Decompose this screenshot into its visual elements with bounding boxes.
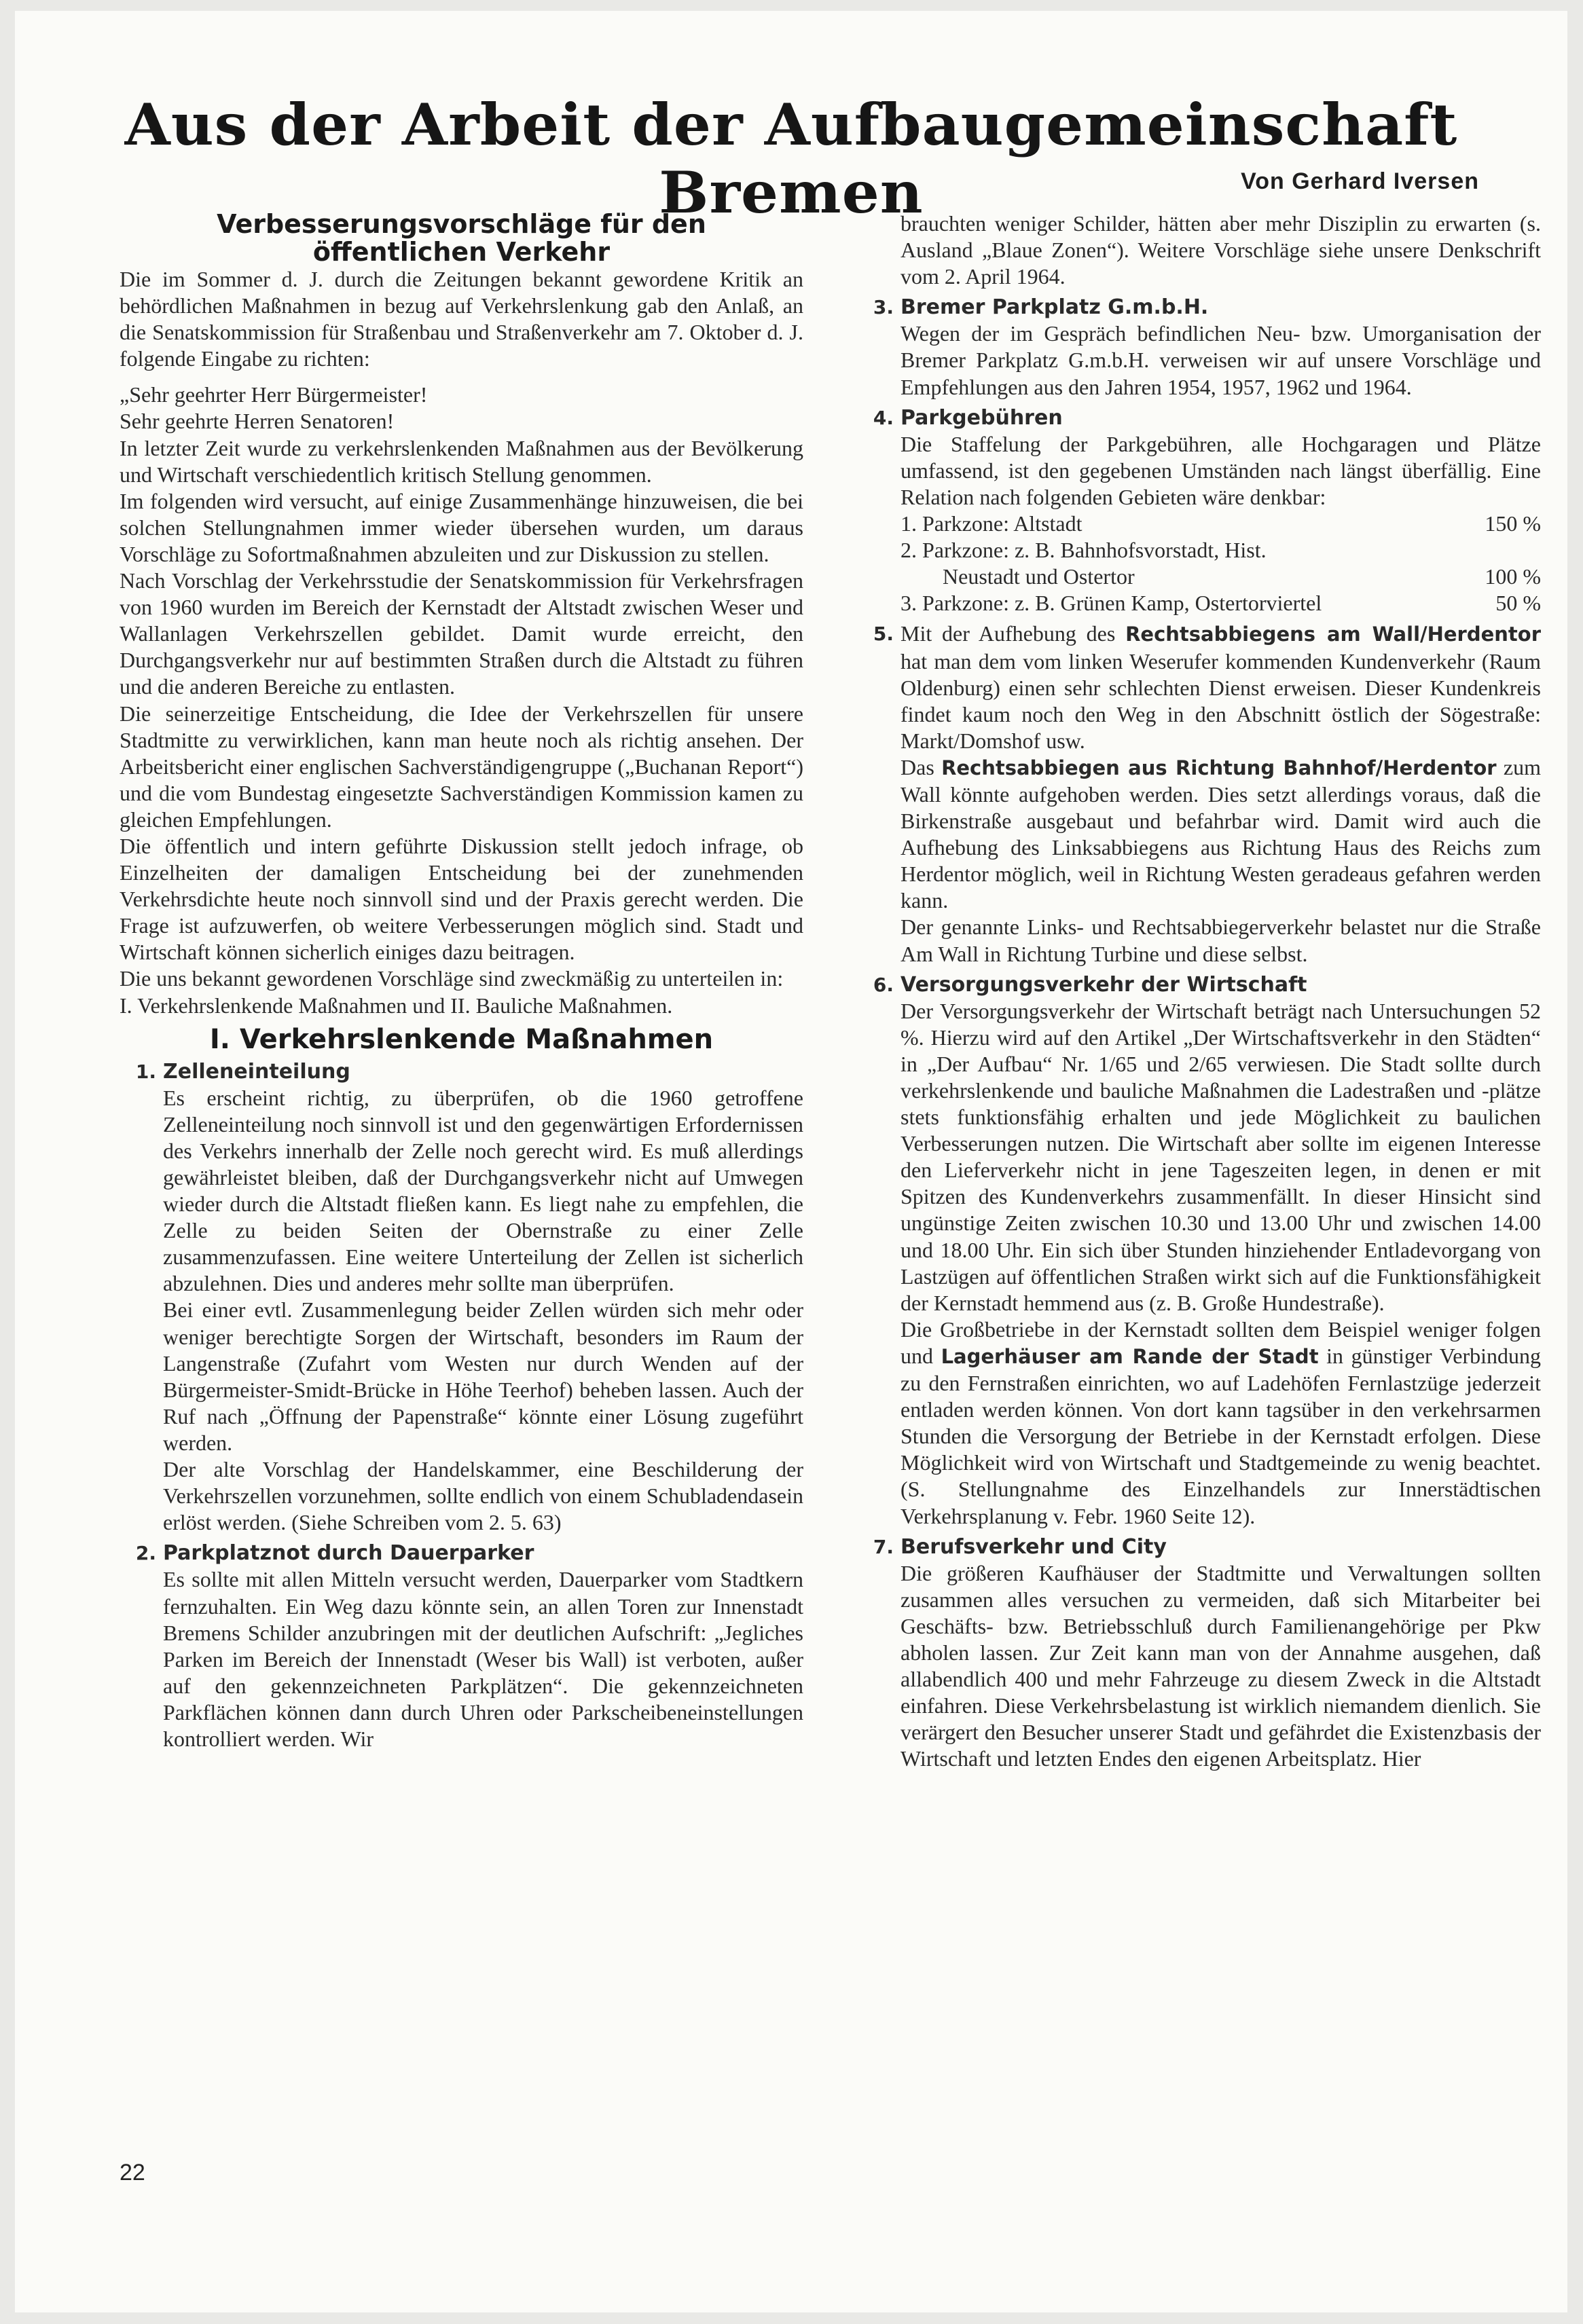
- zone-value: 150 %: [1485, 511, 1541, 536]
- item-paragraph: Der alte Vorschlag der Handelskammer, eine Beschilderung der Verkehrszellen vorzunehmen, sollte endlich von einem Schubladendasein erlöst werden. (Siehe Schreiben vom 2. 5. 63): [163, 1457, 803, 1535]
- article-heading: Verbesserungsvorschläge für den öffentlichen Verkehr: [217, 209, 706, 267]
- zone-value: [1453, 537, 1541, 564]
- item-title: Parkplatznot durch Dauerparker: [163, 1541, 534, 1566]
- item-paragraph: Bei einer evtl. Zusammenlegung beider Zellen würden sich mehr oder weniger berechtigte Sorgen der Wirtschaft, besonders im Raum der Langenstraße (Zufahrt vom Westen nur durch Wenden auf der Bürgermeister-Smidt-Brücke in Höhe Teerhof) beheben lassen. Auch der Ruf nach „Öffnung der Papenstraße“ könnte einer Lösung zugeführt werden.: [163, 1297, 803, 1455]
- parking-zone-row: [900, 511, 1541, 537]
- bold-phrase: Rechtsabbiegens am Wall/Herdentor: [1125, 623, 1542, 646]
- item-paragraph: Die größeren Kaufhäuser der Stadtmitte und Verwaltungen sollten zusammen alles versuchen zu vermeiden, daß sich Mitarbeiter bei Geschäfts- bzw. Betriebsschluß durch Familienangehörige per Pkw abholen lassen. Zur Zeit kann man von der Annahme ausgehen, daß allabendlich 400 und mehr Fahrzeuge zu diesem Zweck in die Altstadt einfahren. Diese Verkehrsbelastung ist wirklich niemandem dienlich. Sie verärgert den Besucher unserer Stadt und gefährdet die Existenzbasis der Wirtschaft und letzten Endes den eigenen Arbeitsplatz. Hier: [900, 1560, 1541, 1771]
- list-item: [857, 294, 1541, 400]
- item-number: 2.: [135, 1542, 156, 1565]
- zone-label: Neustadt und Ostertor: [943, 564, 1135, 589]
- text-run: zum Wall könnte aufgehoben werden. Dies setzt allerdings voraus, daß die Birkenstraße ausgebaut und befahrbar wird. Damit wird auch die Aufhebung des Linksabbiegens aus Richtung Haus des Reichs zum Herdentor möglich, weil in Richtung Westen geradeaus gefahren werden kann.: [900, 754, 1541, 913]
- parking-zone-row: [900, 590, 1541, 616]
- item-title: Berufsverkehr und City: [900, 1534, 1167, 1559]
- item-paragraph: brauchten weniger Schilder, hätten aber mehr Disziplin zu erwarten (s. Ausland „Blaue Zonen“). Weitere Vorschläge siehe unsere Denkschrift vom 2. April 1964.: [900, 211, 1541, 289]
- item-title: Versorgungsverkehr der Wirtschaft: [900, 972, 1307, 997]
- author-byline: Von Gerhard Iversen: [1241, 168, 1479, 194]
- item-paragraph: Die Staffelung der Parkgebühren, alle Hochgaragen und Plätze umfassend, ist den gegebenen Umständen nach längst überfällig. Eine Relation nach folgenden Gebieten wäre denkbar:: [900, 431, 1541, 509]
- item-number: 3.: [873, 296, 894, 319]
- magazine-page: [15, 11, 1567, 2312]
- body-paragraph: Die uns bekannt gewordenen Vorschläge sind zweckmäßig zu unterteilen in:: [120, 966, 784, 991]
- zone-value: 100 %: [1485, 564, 1541, 589]
- item-title: Bremer Parkplatz G.m.b.H.: [900, 295, 1209, 320]
- item-number: 5.: [873, 623, 894, 646]
- parking-zone-row: [900, 564, 1541, 590]
- body-paragraph: In letzter Zeit wurde zu verkehrslenkenden Maßnahmen aus der Bevölkerung und Wirtschaft verschiedentlich kritisch Stellung genommen.: [120, 435, 803, 487]
- zone-label: 2. Parkzone: z. B. Bahnhofsvorstadt, Hist.: [900, 538, 1267, 563]
- text-run: hat man dem vom linken Weserufer kommenden Kundenverkehr (Raum Oldenburg) einen sehr schlechten Dienst erweisen. Dieser Kundenkreis findet kaum noch den Weg in den Abschnitt östlich der Sögestraße: Markt/Domshof usw.: [900, 648, 1541, 753]
- parking-zone-list: [900, 511, 1541, 616]
- zone-label: 1. Parkzone: Altstadt: [900, 511, 1082, 536]
- page-number: 22: [120, 2160, 145, 2185]
- text-run: Das: [900, 754, 934, 779]
- item-paragraph: Wegen der im Gespräch befindlichen Neu- bzw. Umorganisation der Bremer Parkplatz G.m.b.H. verweisen wir auf unsere Vorschläge und Empfehlungen aus den Jahren 1954, 1957, 1962 und 1964.: [900, 321, 1541, 399]
- bold-phrase: Lagerhäuser am Rande der Stadt: [941, 1344, 1319, 1368]
- list-item-continuation: [857, 210, 1541, 290]
- salutation-line: Sehr geehrte Herren Senatoren!: [120, 409, 395, 434]
- zone-label: 3. Parkzone: z. B. Grünen Kamp, Ostertorviertel: [900, 591, 1322, 616]
- list-item: [120, 1058, 803, 1536]
- right-column: [857, 210, 1541, 1772]
- section-heading: I. Verkehrslenkende Maßnahmen: [209, 1023, 714, 1055]
- item-paragraph: Es sollte mit allen Mitteln versucht werden, Dauerparker vom Stadtkern fernzuhalten. Ein Weg dazu könnte sein, an allen Toren zur Innenstadt Bremens Schilder anzubringen mit der deutlichen Aufschrift: „Jegliches Parken im Bereich der Innenstadt (Weser bis Wall) ist verboten, außer auf den gekennzeichneten Parkplätzen“. Die gekennzeichneten Parkflächen können dann durch Uhren oder Parkscheibeneinstellungen kontrolliert werden. Wir: [163, 1567, 803, 1751]
- item-paragraph: Es erscheint richtig, zu überprüfen, ob die 1960 getroffene Zelleneinteilung noch sinnvoll ist und den gegenwärtigen Erfordernissen des Verkehrs innerhalb der Zelle noch gerecht wird. Es muß allerdings gewährleistet bleiben, daß der Durchgangsverkehr nicht auf Umwegen wieder durch die Altstadt fließen kann. Es liegt nahe zu empfehlen, die Zelle zu beiden Seiten der Obernstraße zu einer Zelle zusammenzufassen. Eine weitere Unterteilung der Zellen ist sicherlich abzulehnen. Dies und anderes mehr sollte man überprüfen.: [163, 1085, 803, 1296]
- intro-paragraph: Die im Sommer d. J. durch die Zeitungen bekannt gewordene Kritik an behördlichen Maßnahmen in bezug auf Verkehrslenkung gab den Anlaß, an die Senatskommission für Straßenbau und Straßenverkehr am 7. Oktober d. J. folgende Eingabe zu richten:: [120, 267, 803, 371]
- text-run: Mit der Aufhebung des: [900, 621, 1116, 646]
- item-number: 4.: [873, 406, 894, 429]
- body-paragraph: Im folgenden wird versucht, auf einige Zusammenhänge hinzuweisen, die bei solchen Stellungnahmen immer wieder übersehen wurden, um daraus Vorschläge zu Sofortmaßnahmen abzuleiten und zur Diskussion zu stellen.: [120, 488, 803, 566]
- item-title: Zelleneinteilung: [163, 1059, 350, 1084]
- text-run: Die Großbetriebe in der Kernstadt sollten dem Beispiel weniger folgen und: [900, 1316, 1541, 1368]
- salutation-line: „Sehr geehrter Herr Bürgermeister!: [120, 382, 428, 407]
- list-item: [857, 405, 1541, 617]
- list-item: [120, 1540, 803, 1752]
- body-paragraph: Die seinerzeitige Entscheidung, die Idee der Verkehrszellen für unsere Stadtmitte zu verwirklichen, kann man heute noch als richtig ansehen. Der Arbeitsbericht einer englischen Sachverständigengruppe („Buchanan Report“) und die vom Bundestag eingesetzte Sachverständigen Kommission kamen zu gleichen Empfehlungen.: [120, 701, 803, 832]
- item-paragraph: Der Versorgungsverkehr der Wirtschaft beträgt nach Untersuchungen 52 %. Hierzu wird auf den Artikel „Der Wirtschaftsverkehr in den Städten“ in „Der Aufbau“ Nr. 1/65 und 2/65 verwiesen. Die Stadt sollte durch verkehrslenkende und bauliche Maßnahmen die Ladestraßen und -plätze stets funktionsfähig erhalten und jede Möglichkeit zu baulichen Verbesserungen nutzen. Die Wirtschaft aber sollte im eigenen Interesse den Lieferverkehr nicht in jene Tageszeiten legen, in denen er mit Spitzen des Kundenverkehrs zusammenfällt. In dieser Hinsicht sind ungünstige Zeiten zwischen 10.30 und 13.00 Uhr und zwischen 14.00 und 18.00 Uhr. Ein sich über Stunden hinziehender Entladevorgang von Lastzügen auf öffentlichen Straßen wirkt sich auf die Funktionsfähigkeit der Kernstadt hemmend aus (z. B. Große Hundestraße).: [900, 998, 1541, 1315]
- item-paragraph: [900, 1316, 1541, 1530]
- body-paragraph: Die öffentlich und intern geführte Diskussion stellt jedoch infrage, ob Einzelheiten der damaligen Entscheidung bei der zunehmenden Verkehrsdichte heute noch sinnvoll sind und der Praxis gerecht werden. Die Frage ist aufzuwerfen, ob weitere Verbesserungen möglich sind. Stadt und Wirtschaft können sicherlich einiges dazu beitragen.: [120, 833, 803, 965]
- item-number: 7.: [873, 1535, 894, 1558]
- zone-value: 50 %: [1495, 591, 1541, 616]
- list-item: [857, 621, 1541, 967]
- body-paragraph: I. Verkehrslenkende Maßnahmen und II. Bauliche Maßnahmen.: [120, 993, 673, 1018]
- page-headline: Aus der Arbeit der Aufbaugemeinschaft Bremen: [124, 91, 1458, 226]
- list-item: [857, 1534, 1541, 1773]
- text-run: in günstiger Verbindung zu den Fernstraßen einrichten, wo auf Ladehöfen Fernlastzüge jederzeit entladen werden können. Von dort kann tagsüber in den verkehrsarmen Stunden die Versorgung der Betriebe in der Kernstadt erfolgen. Diese Möglichkeit wird von Wirtschaft und Stadtgemeinde zu wenig beachtet. (S. Stellungnahme des Einzelhandels zur Innerstädtischen Verkehrsplanung v. Febr. 1960 Seite 12).: [900, 1343, 1542, 1528]
- parking-zone-row: [900, 537, 1541, 564]
- item-number: 6.: [873, 973, 894, 996]
- item-paragraph: [900, 621, 1541, 754]
- list-item: [857, 972, 1541, 1530]
- bold-phrase: Rechtsabbiegen aus Richtung Bahnhof/Herdentor: [941, 756, 1497, 779]
- item-paragraph: Der genannte Links- und Rechtsabbiegerverkehr belastet nur die Straße Am Wall in Richtung Turbine und diese selbst.: [900, 915, 1541, 966]
- item-paragraph: [900, 754, 1541, 915]
- item-number: 1.: [135, 1060, 156, 1083]
- body-paragraph: Nach Vorschlag der Verkehrsstudie der Senatskommission für Verkehrsfragen von 1960 wurden im Bereich der Kernstadt der Altstadt zwischen Weser und Wallanlagen Verkehrszellen gebildet. Damit wurde erreicht, den Durchgangsverkehr nur auf bestimmten Straßen durch die Altstadt zu führen und die anderen Bereiche zu entlasten.: [120, 568, 803, 699]
- item-title: Parkgebühren: [900, 405, 1063, 430]
- left-column: [120, 210, 803, 1752]
